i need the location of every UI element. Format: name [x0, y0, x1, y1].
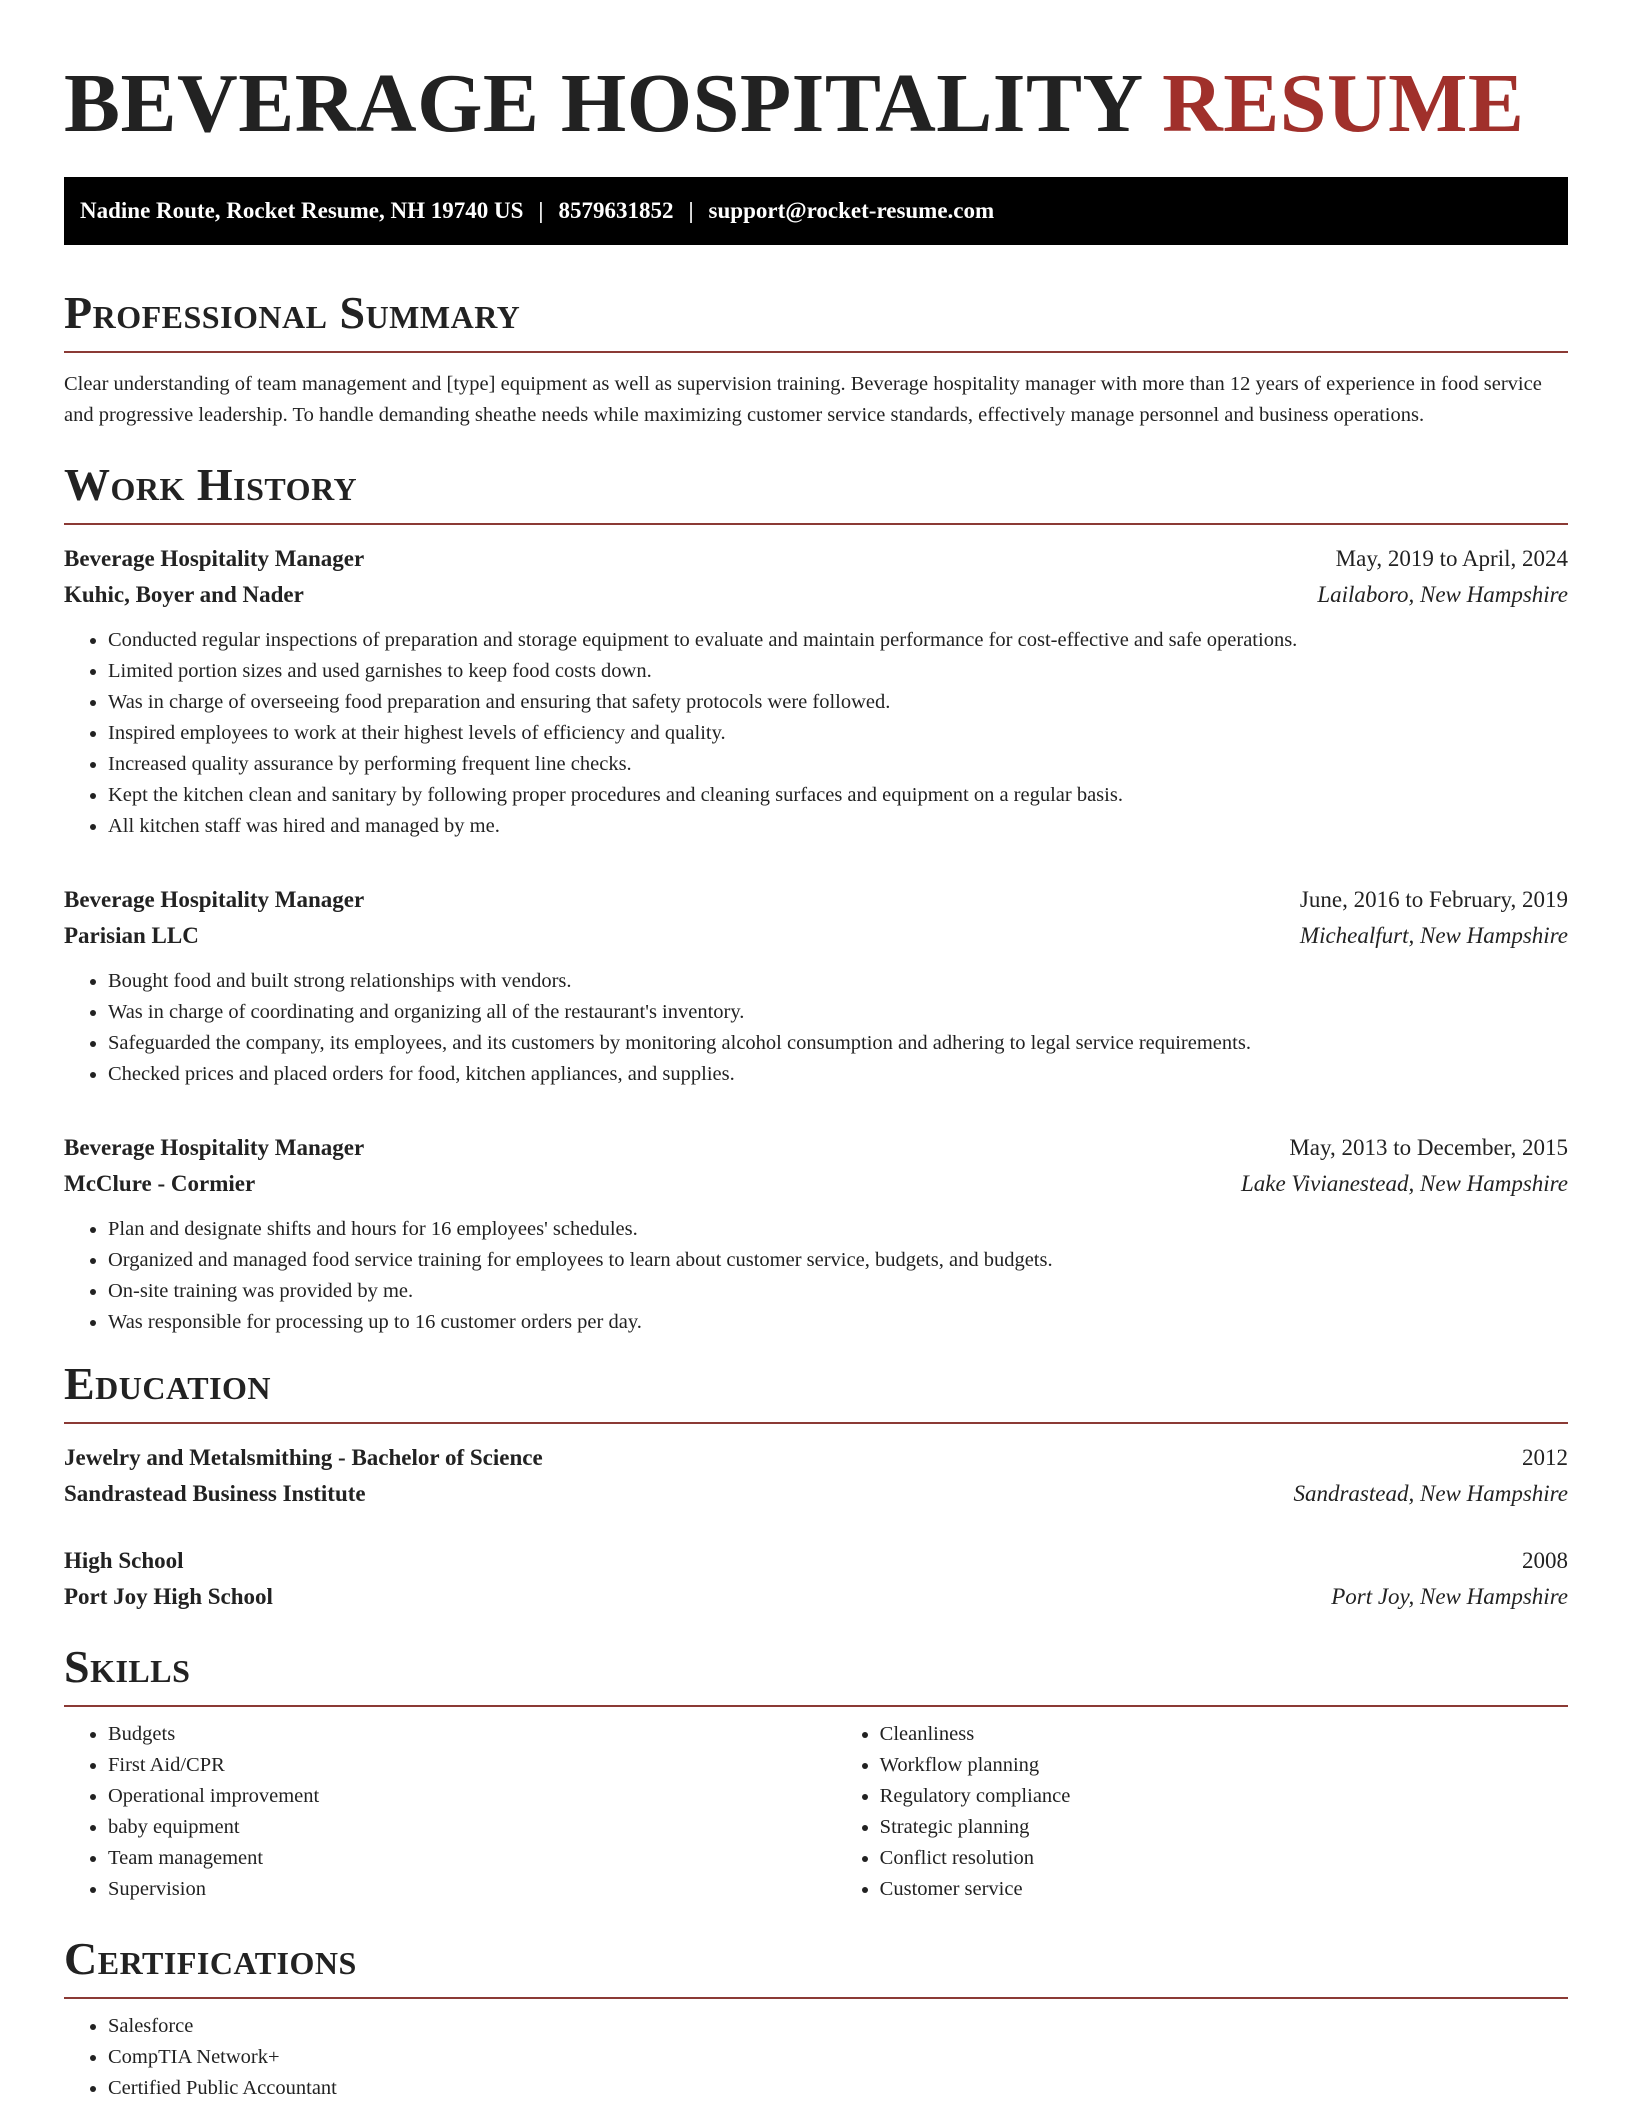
education-school-row [64, 1476, 1568, 1512]
skill-item: • baby equipment [108, 1812, 836, 1843]
title-main: BEVERAGE HOSPITALITY [64, 57, 1141, 150]
skill-item: • Conflict resolution [880, 1843, 1568, 1874]
skill-item: • Budgets [108, 1719, 836, 1750]
job-title: Beverage Hospitality Manager [64, 887, 365, 912]
skill-item: • First Aid/CPR [108, 1750, 836, 1781]
list-item: • Limited portion sizes and used garnishes to keep food costs down. [108, 656, 1568, 687]
job-company-row [64, 577, 1568, 613]
section-divider [64, 351, 1568, 353]
certifications-list [64, 2011, 1568, 2104]
list-item: • Was responsible for processing up to 16 customer orders per day. [108, 1307, 1568, 1338]
job-header-row [64, 541, 1568, 577]
contact-address: Nadine Route, Rocket Resume, NH 19740 US [80, 198, 524, 223]
education-heading: Education [64, 1358, 272, 1409]
job-duties [64, 966, 1568, 1090]
skills-list-left [64, 1719, 836, 1905]
list-item: • Inspired employees to work at their highest levels of efficiency and quality. [108, 718, 1568, 749]
skill-item: • Regulatory compliance [880, 1781, 1568, 1812]
summary-section [64, 289, 1568, 431]
contact-phone: 8579631852 [558, 198, 674, 223]
contact-email: support@rocket-resume.com [708, 198, 995, 223]
skill-item: • Customer service [880, 1874, 1568, 1905]
skill-item: • Supervision [108, 1874, 836, 1905]
job-entry [64, 882, 1568, 1090]
education-location: Sandrastead, New Hampshire [1293, 1481, 1568, 1506]
education-entry [64, 1440, 1568, 1512]
certification-item: • Salesforce [108, 2011, 1568, 2042]
certification-item: • CompTIA Network+ [108, 2042, 1568, 2073]
job-location: Michealfurt, New Hampshire [1299, 923, 1568, 948]
work-history-heading: Work History [64, 459, 358, 510]
job-entry [64, 541, 1568, 842]
skill-item: • Workflow planning [880, 1750, 1568, 1781]
list-item: • Conducted regular inspections of preparation and storage equipment to evaluate and maintain performance for cost-effective and safe operations. [108, 625, 1568, 656]
job-header-row [64, 882, 1568, 918]
list-item: • Checked prices and placed orders for food, kitchen appliances, and supplies. [108, 1059, 1568, 1090]
job-company: Parisian LLC [64, 923, 199, 948]
job-company: McClure - Cormier [64, 1171, 256, 1196]
job-entry [64, 1130, 1568, 1338]
resume-title [64, 56, 1568, 152]
list-item: • On-site training was provided by me. [108, 1276, 1568, 1307]
education-degree-row [64, 1543, 1568, 1579]
certifications-section [64, 1935, 1568, 2104]
skills-list-right [836, 1719, 1568, 1905]
job-company-row [64, 918, 1568, 954]
list-item: • Was in charge of overseeing food preparation and ensuring that safety protocols were followed. [108, 687, 1568, 718]
work-history-section [64, 461, 1568, 1338]
summary-heading: Professional Summary [64, 287, 521, 338]
section-divider [64, 1997, 1568, 1999]
education-school-row [64, 1579, 1568, 1615]
job-dates: May, 2013 to December, 2015 [1289, 1135, 1568, 1160]
list-item: • Was in charge of coordinating and organizing all of the restaurant's inventory. [108, 997, 1568, 1028]
section-divider [64, 1705, 1568, 1707]
list-item: • Safeguarded the company, its employees, and its customers by monitoring alcohol consumption and adhering to legal service requirements. [108, 1028, 1568, 1059]
title-accent: RESUME [1162, 57, 1525, 150]
skills-section [64, 1643, 1568, 1905]
skill-item: • Team management [108, 1843, 836, 1874]
education-degree: High School [64, 1548, 184, 1573]
job-duties [64, 625, 1568, 842]
education-location: Port Joy, New Hampshire [1331, 1584, 1568, 1609]
section-divider [64, 1422, 1568, 1424]
contact-separator: | [538, 198, 544, 223]
list-item: • Increased quality assurance by performing frequent line checks. [108, 749, 1568, 780]
education-degree: Jewelry and Metalsmithing - Bachelor of Science [64, 1445, 543, 1470]
skill-item: • Cleanliness [880, 1719, 1568, 1750]
job-title: Beverage Hospitality Manager [64, 1135, 365, 1160]
education-year: 2012 [1522, 1445, 1568, 1470]
job-location: Lailaboro, New Hampshire [1317, 582, 1568, 607]
job-dates: May, 2019 to April, 2024 [1335, 546, 1568, 571]
list-item: • Organized and managed food service training for employees to learn about customer service, budgets, and budgets. [108, 1245, 1568, 1276]
education-school: Sandrastead Business Institute [64, 1481, 366, 1506]
skills-heading: Skills [64, 1641, 191, 1692]
certifications-heading: Certifications [64, 1933, 357, 1984]
job-location: Lake Vivianestead, New Hampshire [1240, 1171, 1568, 1196]
job-title: Beverage Hospitality Manager [64, 546, 365, 571]
education-entry [64, 1543, 1568, 1615]
contact-separator: | [688, 198, 694, 223]
certification-item: • Certified Public Accountant [108, 2073, 1568, 2104]
list-item: • Plan and designate shifts and hours for 16 employees' schedules. [108, 1214, 1568, 1245]
job-company: Kuhic, Boyer and Nader [64, 582, 304, 607]
job-header-row [64, 1130, 1568, 1166]
contact-bar [64, 177, 1568, 245]
summary-text: Clear understanding of team management and [type] equipment as well as supervision training. Beverage hospitality manager with more than 12 years of experience in food service and progressive leadership. To handle demanding sheathe needs while maximizing customer service standards, effectively manage personnel and business operations. [64, 373, 1542, 426]
education-school: Port Joy High School [64, 1584, 273, 1609]
skill-item: • Operational improvement [108, 1781, 836, 1812]
education-degree-row [64, 1440, 1568, 1476]
section-divider [64, 523, 1568, 525]
list-item: • Kept the kitchen clean and sanitary by following proper procedures and cleaning surfaces and equipment on a regular basis. [108, 780, 1568, 811]
job-company-row [64, 1166, 1568, 1202]
list-item: • Bought food and built strong relationships with vendors. [108, 966, 1568, 997]
education-section [64, 1360, 1568, 1615]
skill-item: • Strategic planning [880, 1812, 1568, 1843]
job-duties [64, 1214, 1568, 1338]
job-dates: June, 2016 to February, 2019 [1299, 887, 1568, 912]
education-year: 2008 [1522, 1548, 1568, 1573]
list-item: • All kitchen staff was hired and managed by me. [108, 811, 1568, 842]
skills-columns [64, 1719, 1568, 1905]
